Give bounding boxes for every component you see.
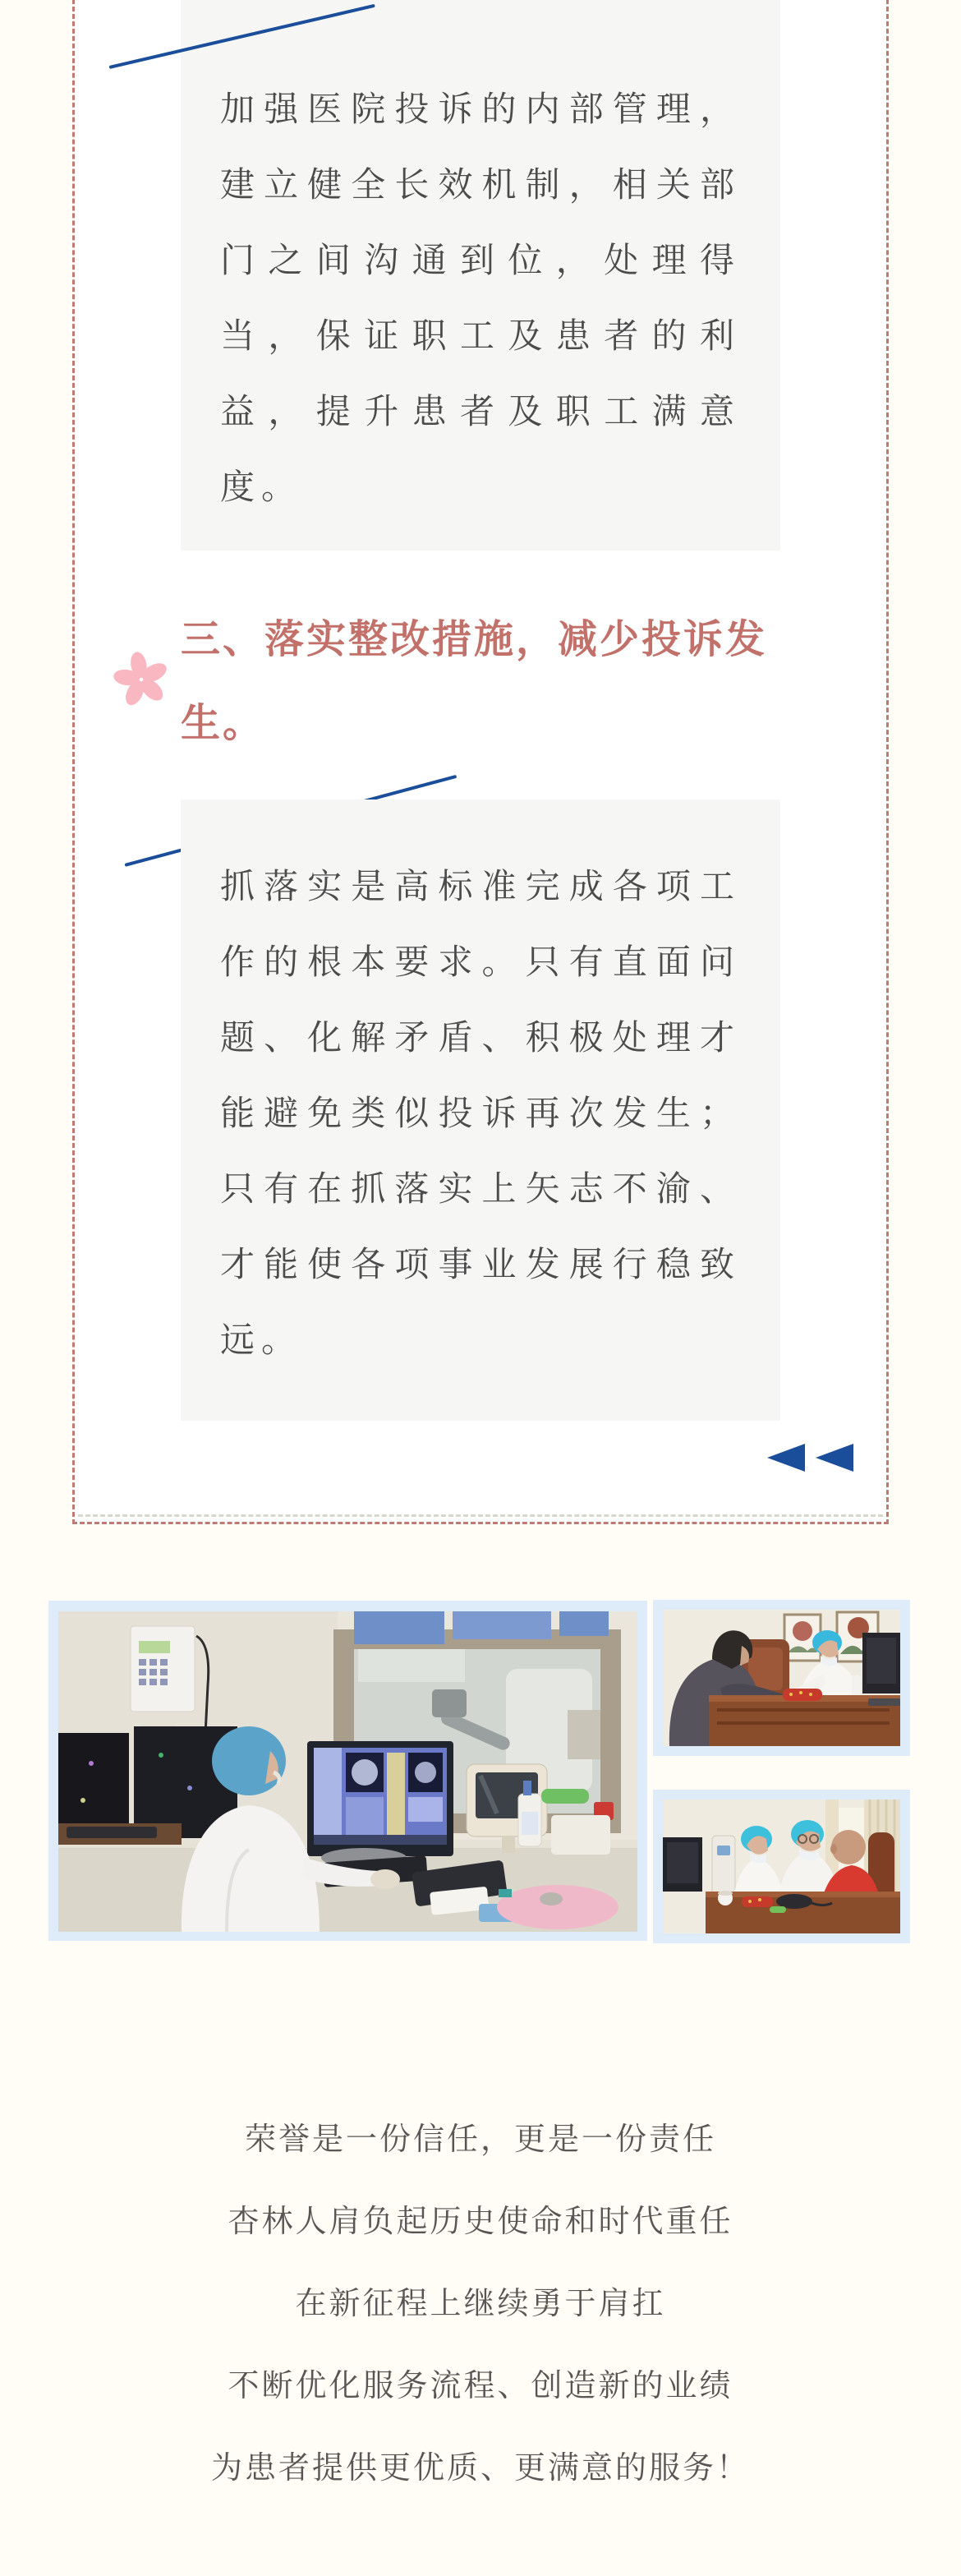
photo-radiology-control-room <box>58 1611 637 1932</box>
photo-frame-left <box>48 1601 647 1941</box>
photo-frame-right-bottom <box>653 1790 910 1943</box>
paragraph-2-text: 抓落实是高标准完成各项工作的根本要求。只有直面问题、化解矛盾、积极处理才能避免类似投诉再次发生；只有在抓落实上矢志不渝、才能使各项事业发展行稳致远。 <box>220 867 741 1359</box>
paragraph-1-text: 加强医院投诉的内部管理，建立健全长效机制，相关部门之间沟通到位，处理得当，保证职工及患者的利益，提升患者及职工满意度。 <box>220 90 741 506</box>
paragraph-box-1 <box>181 0 780 551</box>
left-triangle-icon <box>816 1444 853 1472</box>
measuring-device <box>712 1836 735 1895</box>
flower-asterisk-icon <box>113 651 170 708</box>
paragraph-box-2 <box>181 800 780 1421</box>
photo-doctor-consulting-patient <box>663 1610 900 1746</box>
desk-with-cuff <box>706 1891 900 1933</box>
section-heading-line-2: 生。 <box>181 702 265 745</box>
left-triangle-icon <box>767 1444 805 1472</box>
section-heading-line-1: 三、落实整改措施，减少投诉发 <box>181 618 768 661</box>
ct-monitor <box>307 1741 453 1868</box>
closing-line: 不断优化服务流程、创造新的业绩 <box>228 2369 733 2403</box>
section-heading <box>181 598 805 766</box>
faint-divider-dash <box>78 1514 883 1517</box>
closing-text-block <box>0 2099 961 2509</box>
desk-monitor <box>862 1633 900 1694</box>
photo-blood-pressure-check <box>663 1800 900 1933</box>
closing-line: 为患者提供更优质、更满意的服务！ <box>210 2451 750 2486</box>
closing-line: 杏林人肩负起历史使命和时代重任 <box>228 2205 733 2239</box>
photo-frame-right-top <box>653 1600 910 1756</box>
closing-line: 荣誉是一份信任，更是一份责任 <box>244 2122 716 2157</box>
closing-line: 在新征程上继续勇于肩扛 <box>295 2287 666 2321</box>
